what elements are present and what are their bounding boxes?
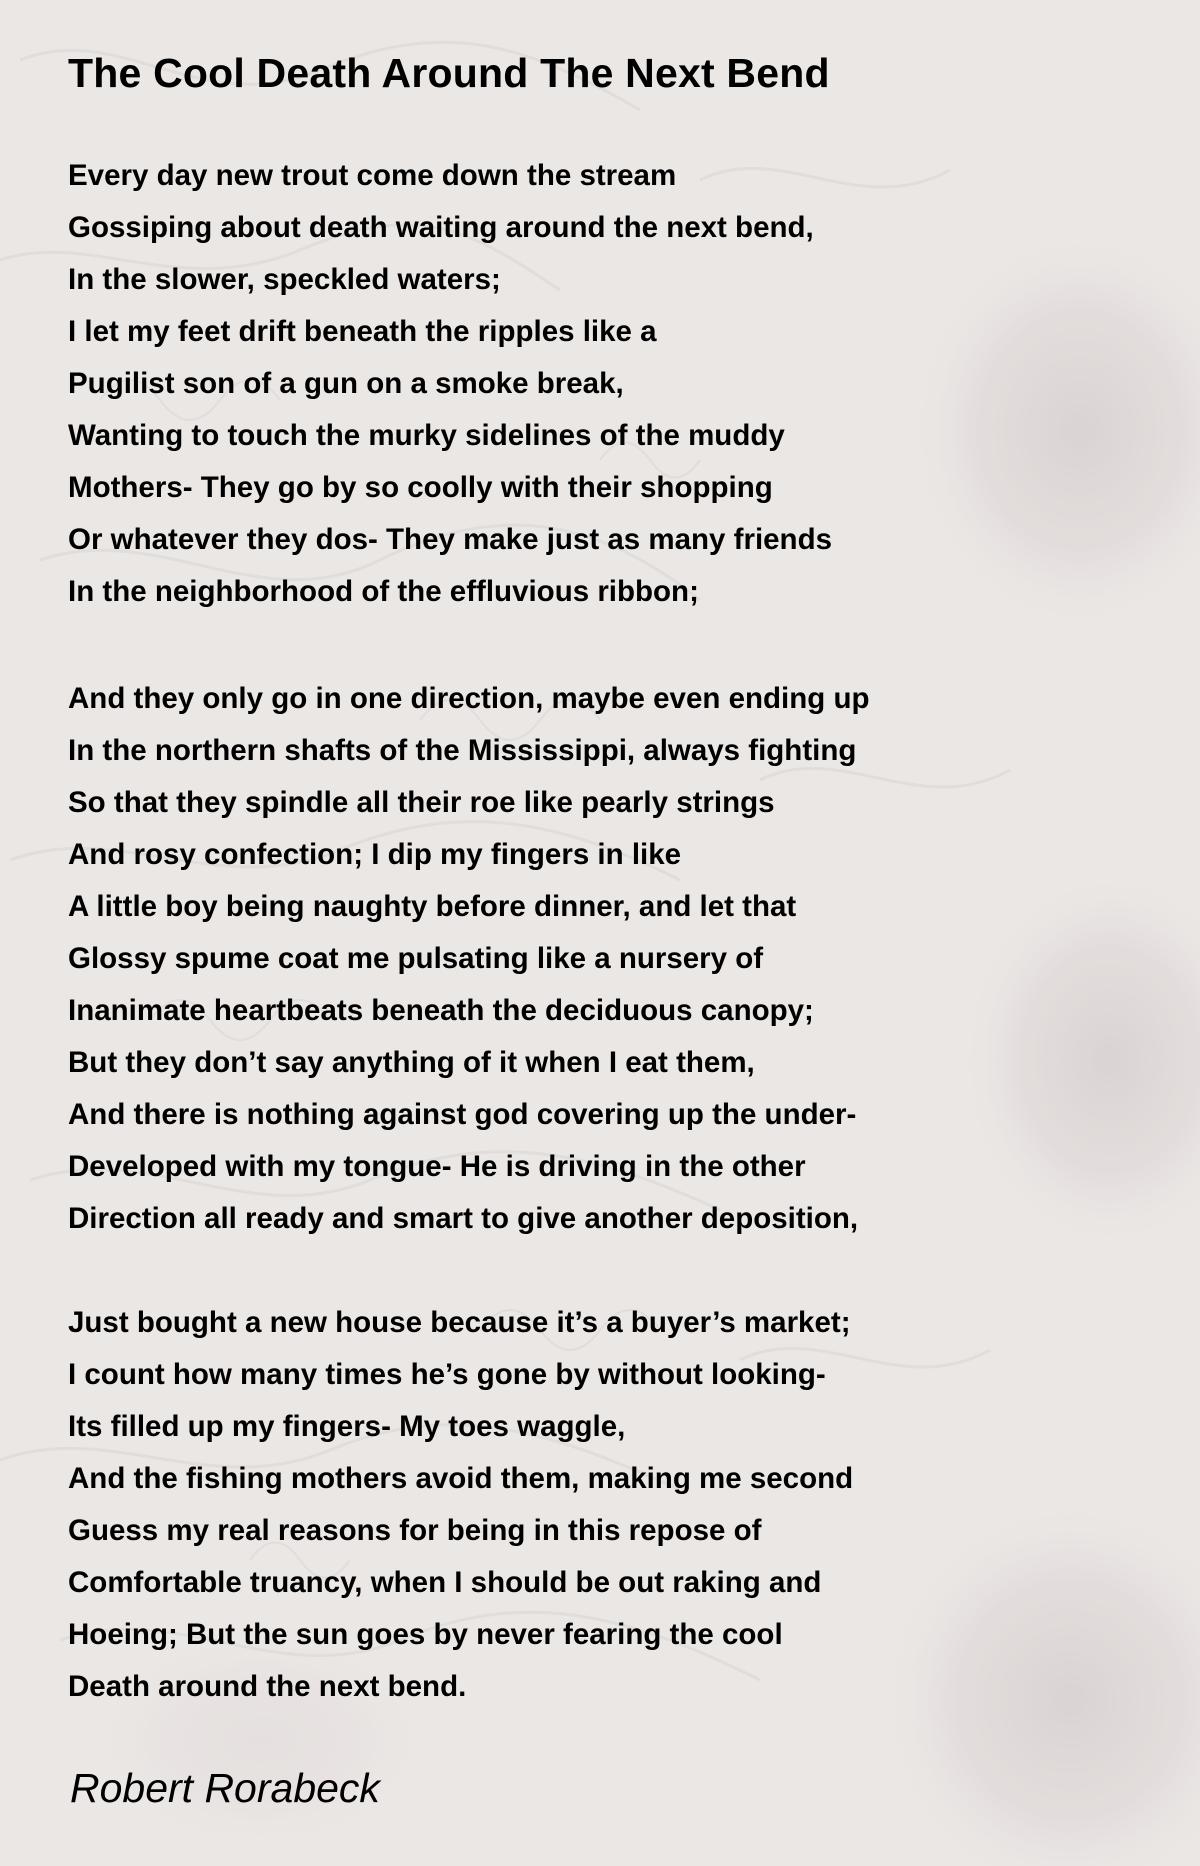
poem-line: Inanimate heartbeats beneath the deciduous canopy;: [68, 994, 814, 1027]
poem-author: Robert Rorabeck: [70, 1765, 380, 1811]
poem-line: And rosy confection; I dip my fingers in like: [68, 838, 682, 871]
poem-line: Wanting to touch the murky sidelines of the muddy: [68, 419, 785, 452]
poem-line: Every day new trout come down the stream: [68, 159, 677, 192]
poem-line: I let my feet drift beneath the ripples like a: [68, 315, 657, 348]
poem-line: And there is nothing against god covering up the under-: [68, 1098, 857, 1131]
poem-line: And the fishing mothers avoid them, making me second: [68, 1462, 854, 1495]
poem-line: Developed with my tongue- He is driving in the other: [68, 1150, 806, 1183]
poem-line: Mothers- They go by so coolly with their shopping: [68, 471, 773, 504]
poem-line: Glossy spume coat me pulsating like a nursery of: [68, 942, 764, 975]
poem-line: In the slower, speckled waters;: [68, 263, 501, 296]
poem-line: Comfortable truancy, when I should be out raking and: [68, 1566, 822, 1599]
poem-line: Death around the next bend.: [68, 1670, 467, 1703]
poem-line: I count how many times he’s gone by without looking-: [68, 1358, 826, 1391]
poem-line: And they only go in one direction, maybe even ending up: [68, 682, 870, 715]
stanza-2: [68, 673, 870, 1245]
poem-line: But they don’t say anything of it when I eat them,: [68, 1046, 755, 1079]
poem-line: So that they spindle all their roe like pearly strings: [68, 786, 775, 819]
poem-title: The Cool Death Around The Next Bend: [68, 50, 830, 96]
poem-line: Or whatever they dos- They make just as many friends: [68, 523, 832, 556]
stanza-3: [68, 1297, 853, 1713]
poem-line: Gossiping about death waiting around the next bend,: [68, 211, 814, 244]
poem-line: Its filled up my fingers- My toes waggle,: [68, 1410, 626, 1443]
poem-line: In the neighborhood of the effluvious ribbon;: [68, 575, 699, 608]
poem-line: Direction all ready and smart to give another deposition,: [68, 1202, 859, 1235]
stanza-1: [68, 150, 832, 618]
poem-line: A little boy being naughty before dinner, and let that: [68, 890, 797, 923]
poem-line: Pugilist son of a gun on a smoke break,: [68, 367, 624, 400]
poem-line: Hoeing; But the sun goes by never fearing the cool: [68, 1618, 783, 1651]
poem-line: In the northern shafts of the Mississippi, always fighting: [68, 734, 857, 767]
poem-line: Guess my real reasons for being in this repose of: [68, 1514, 762, 1547]
poem-line: Just bought a new house because it’s a buyer’s market;: [68, 1306, 851, 1339]
